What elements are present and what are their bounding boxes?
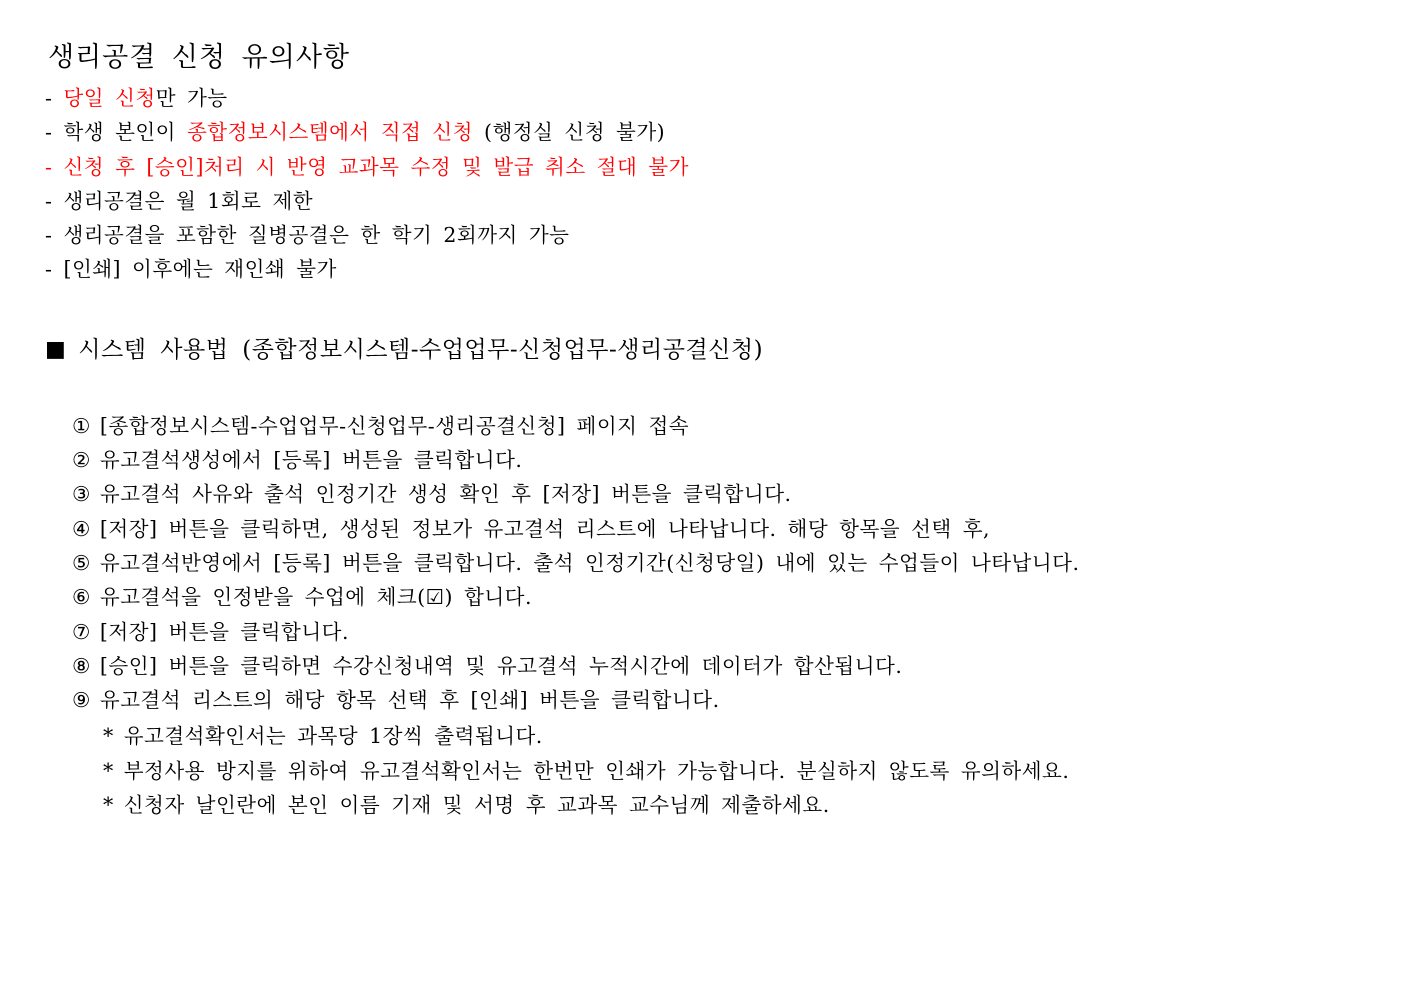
section-title: 시스템 사용법 (종합정보시스템-수업업무-신청업무-생리공결신청) [78, 336, 764, 363]
step-number: ⑧ [72, 653, 91, 678]
note-text: 만 가능 [155, 86, 228, 110]
note-text: (행정실 신청 불가) [472, 120, 666, 145]
asterisk-marker: * [103, 724, 114, 749]
step-number: ⑦ [72, 619, 91, 644]
step-item [72, 546, 1079, 580]
note-text-highlight: - 신청 후 [승인]처리 시 반영 교과목 수정 및 발급 취소 절대 불가 [45, 154, 689, 179]
note-line [45, 252, 1079, 286]
step-text: [종합정보시스템-수업업무-신청업무-생리공결신청] 페이지 접속 [99, 413, 690, 438]
note-text: - 학생 본인이 [45, 120, 187, 145]
substep-item [103, 719, 1079, 753]
step-item [72, 409, 1079, 443]
note-line [45, 184, 1079, 218]
steps-list [45, 409, 1079, 718]
notice-list [45, 81, 1079, 287]
note-text: - 생리공결을 포함한 질병공결은 한 학기 2회까지 가능 [45, 223, 570, 248]
step-text: 유고결석 리스트의 해당 항목 선택 후 [인쇄] 버튼을 클릭합니다. [99, 688, 720, 713]
note-line [45, 81, 1079, 115]
step-number: ④ [72, 516, 91, 541]
note-text: - [45, 86, 64, 110]
note-line [45, 115, 1079, 149]
substep-item [103, 754, 1079, 788]
note-line [45, 150, 1079, 184]
step-number: ① [72, 413, 91, 438]
note-line [45, 218, 1079, 252]
step-item [72, 512, 1079, 546]
substep-text: 신청자 날인란에 본인 이름 기재 및 서명 후 교과목 교수님께 제출하세요. [123, 793, 830, 818]
asterisk-marker: * [103, 758, 114, 783]
black-square-bullet-icon: ■ [45, 336, 67, 362]
section-header [45, 333, 1079, 368]
step-text: [저장] 버튼을 클릭합니다. [99, 619, 349, 644]
step-number: ⑤ [72, 550, 91, 575]
step-number: ⑨ [72, 688, 91, 713]
step-text: 유고결석반영에서 [등록] 버튼을 클릭합니다. 출석 인정기간(신청당일) 내에 있는 수업들이 나타납니다. [99, 550, 1080, 575]
substep-item [103, 788, 1079, 822]
note-text: - [인쇄] 이후에는 재인쇄 불가 [45, 257, 337, 282]
step-text: 유고결석생성에서 [등록] 버튼을 클릭합니다. [99, 448, 523, 473]
step-number: ⑥ [72, 585, 91, 610]
step-number: ③ [72, 482, 91, 507]
step-text: [승인] 버튼을 클릭하면 수강신청내역 및 유고결석 누적시간에 데이터가 합산됩니다. [99, 653, 903, 678]
substeps-list [45, 719, 1079, 822]
step-item [72, 443, 1079, 477]
step-item [72, 649, 1079, 683]
substep-text: 유고결석확인서는 과목당 1장씩 출력됩니다. [123, 724, 543, 749]
step-number: ② [72, 448, 91, 473]
notice-document [45, 42, 1079, 822]
step-item [72, 580, 1079, 614]
substep-text: 부정사용 방지를 위하여 유고결석확인서는 한번만 인쇄가 가능합니다. 분실하지 않도록 유의하세요. [123, 758, 1070, 783]
step-item [72, 683, 1079, 717]
step-text: [저장] 버튼을 클릭하면, 생성된 정보가 유고결석 리스트에 나타납니다. 해당 항목을 선택 후, [99, 516, 991, 541]
note-text-highlight: 당일 신청 [63, 86, 156, 110]
note-text: - 생리공결은 월 1회로 제한 [45, 188, 314, 213]
step-text: 유고결석 사유와 출석 인정기간 생성 확인 후 [저장] 버튼을 클릭합니다. [99, 482, 792, 507]
note-text-highlight: 종합정보시스템에서 직접 신청 [187, 120, 473, 145]
step-text: 유고결석을 인정받을 수업에 체크(☑) 합니다. [99, 585, 532, 610]
page-title: 생리공결 신청 유의사항 [48, 42, 350, 73]
step-item [72, 615, 1079, 649]
asterisk-marker: * [103, 793, 114, 818]
step-item [72, 477, 1079, 511]
